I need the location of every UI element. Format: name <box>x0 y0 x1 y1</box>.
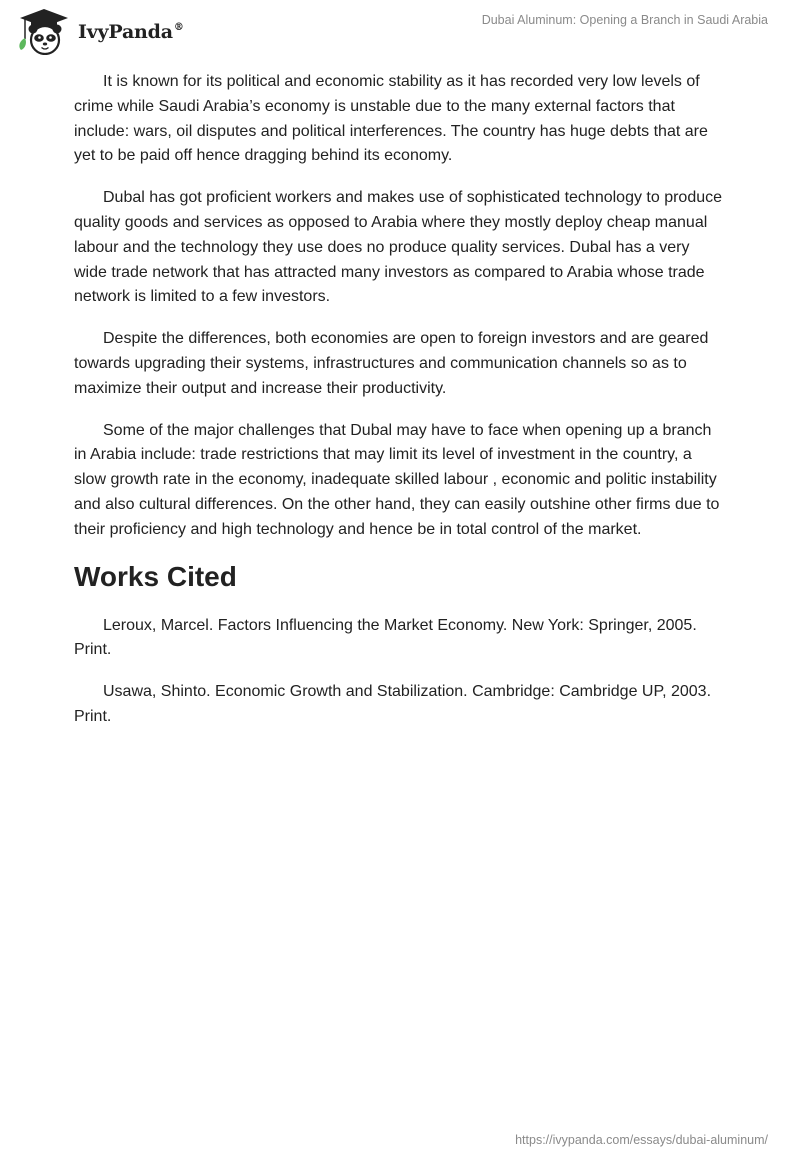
body-paragraph: Despite the differences, both economies are open to foreign investors and are geared towards upgrading their systems, infrastructures and communication channels so as to maximize their output and increase their productivity. <box>74 330 709 397</box>
registered-mark: ® <box>173 22 184 33</box>
page-header <box>0 0 800 60</box>
body-paragraph: Some of the major challenges that Dubal may have to face when opening up a branch in Arabia include: trade restrictions that may limit its level of investment in the country, a slow growth rate in the economy, inadequate skilled labour , economic and politic instability and also cultural differences. On the other hand, they can easily outshine other firms due to their proficiency and high technology and hence be in total control of the market. <box>74 421 720 538</box>
body-paragraph: Dubal has got proficient workers and makes use of sophisticated technology to produce quality goods and services as opposed to Arabia where they mostly deploy cheap manual labour and the technology they use does no produce quality services. Dubal has a very wide trade network that has attracted many investors as compared to Arabia whose trade network is limited to a few investors. <box>74 189 723 306</box>
citation-entry: Leroux, Marcel. Factors Influencing the Market Economy. New York: Springer, 2005. Print. <box>74 616 697 659</box>
essay-content <box>74 70 724 747</box>
brand-name: IvyPanda® <box>78 21 184 43</box>
ivypanda-logo[interactable] <box>16 9 184 55</box>
citation-entry: Usawa, Shinto. Economic Growth and Stabilization. Cambridge: Cambridge UP, 2003. Print. <box>74 683 712 725</box>
document-title: Dubai Aluminum: Opening a Branch in Saudi Arabia <box>481 13 768 27</box>
panda-graduate-icon <box>16 9 72 55</box>
works-cited-heading: Works Cited <box>74 560 237 592</box>
source-url[interactable]: https://ivypanda.com/essays/dubai-aluminum/ <box>515 1133 768 1147</box>
body-paragraph: It is known for its political and economic stability as it has recorded very low levels of crime while Saudi Arabia’s economy is unstable due to the many external factors that include: wars, oil disputes and political interferences. The country has huge debts that are yet to be paid off hence dragging behind its economy. <box>74 73 708 165</box>
